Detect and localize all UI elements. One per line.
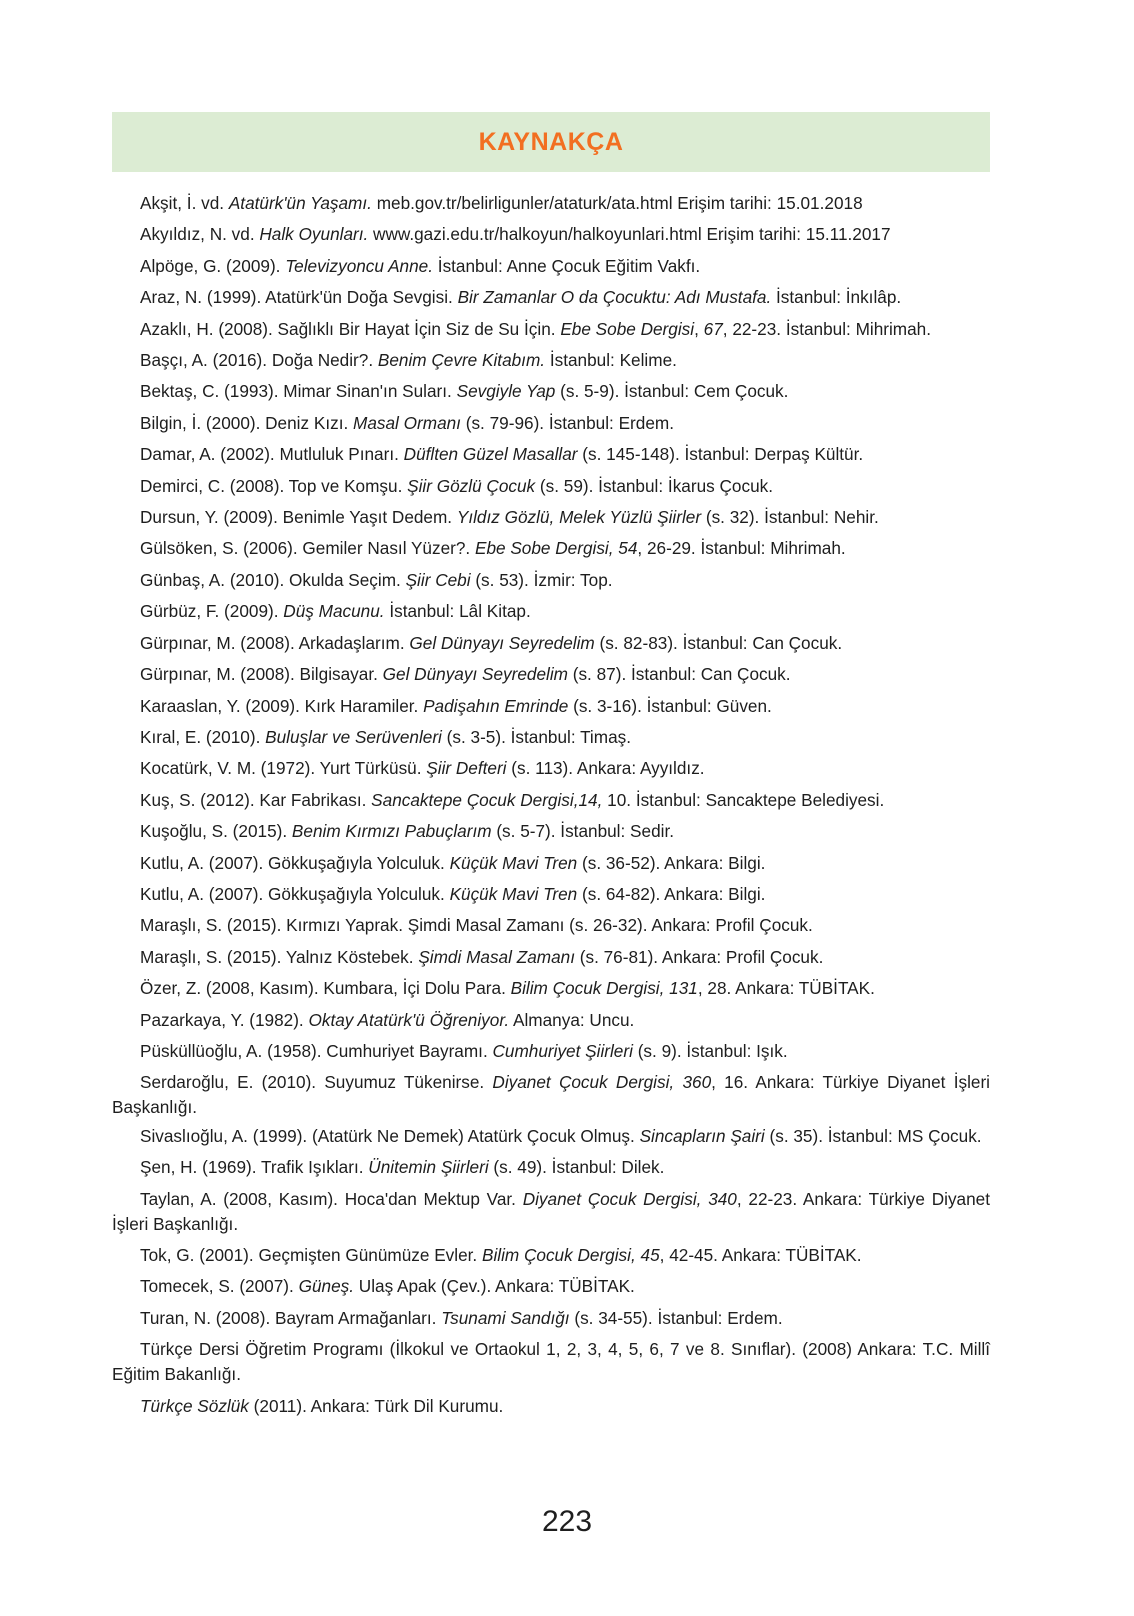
reference-text: Demirci, C. (2008). Top ve Komşu. <box>140 475 408 496</box>
reference-title: Benim Kırmızı Pabuçlarım <box>291 821 492 842</box>
reference-text: (s. 9). İstanbul: Işık. <box>632 1040 788 1061</box>
reference-entry <box>112 1271 990 1302</box>
reference-entry <box>112 1187 990 1237</box>
reference-entry <box>112 439 990 470</box>
reference-entry <box>112 1152 990 1183</box>
reference-text: 10. İstanbul: Sancaktepe Belediyesi. <box>602 789 885 810</box>
reference-entry <box>112 785 990 816</box>
reference-text: Püsküllüoğlu, A. (1958). Cumhuriyet Bayramı. <box>140 1040 493 1061</box>
reference-text: Karaaslan, Y. (2009). Kırk Haramiler. <box>140 695 424 716</box>
reference-text: (s. 79-96). İstanbul: Erdem. <box>460 412 674 433</box>
reference-text: , 42-45. Ankara: TÜBİTAK. <box>659 1244 862 1265</box>
reference-text: Kuşoğlu, S. (2015). <box>140 821 292 842</box>
reference-text: Gürpınar, M. (2008). Arkadaşlarım. <box>140 632 410 653</box>
page-title: KAYNAKÇA <box>478 127 624 156</box>
reference-text: , 22-23. Ankara: Türkiye Diyanet İşleri Başkanlığı. <box>112 1188 990 1234</box>
reference-title: Ünitemin Şiirleri <box>368 1157 489 1178</box>
reference-title: Sevgiyle Yap <box>456 381 556 402</box>
reference-entry <box>112 628 990 659</box>
reference-text: Alpöge, G. (2009). <box>140 255 286 276</box>
reference-text: (s. 145-148). İstanbul: Derpaş Kültür. <box>577 444 864 465</box>
reference-text: (s. 36-52). Ankara: Bilgi. <box>577 852 766 873</box>
reference-entry <box>112 1005 990 1036</box>
reference-text: (s. 64-82). Ankara: Bilgi. <box>577 883 766 904</box>
reference-entry <box>112 533 990 564</box>
reference-entry <box>112 314 990 345</box>
reference-title: Küçük Mavi Tren <box>449 883 578 904</box>
reference-text: Dursun, Y. (2009). Benimle Yaşıt Dedem. <box>140 507 457 528</box>
reference-text: (2011). Ankara: Türk Dil Kurumu. <box>248 1395 504 1416</box>
reference-entry <box>112 1070 990 1120</box>
reference-text: (s. 32). İstanbul: Nehir. <box>701 507 879 528</box>
reference-text: , <box>694 318 704 339</box>
page-number: 223 <box>541 1505 593 1538</box>
reference-title: Oktay Atatürk'ü Öğreniyor. <box>308 1009 510 1030</box>
reference-text: www.gazi.edu.tr/halkoyun/halkoyunlari.html Erişim tarihi: 15.11.2017 <box>368 224 891 245</box>
reference-text: İstanbul: İnkılâp. <box>771 287 902 308</box>
reference-title: Padişahın Emrinde <box>423 695 569 716</box>
reference-entry <box>112 848 990 879</box>
reference-text: (s. 34-55). İstanbul: Erdem. <box>569 1307 783 1328</box>
reference-entry <box>112 345 990 376</box>
reference-text: Günbaş, A. (2010). Okulda Seçim. <box>140 569 406 590</box>
reference-entry <box>112 1391 990 1422</box>
reference-text: Tomecek, S. (2007). <box>140 1276 299 1297</box>
reference-text: Damar, A. (2002). Mutluluk Pınarı. <box>140 444 404 465</box>
reference-entry <box>112 753 990 784</box>
reference-text: (s. 87). İstanbul: Can Çocuk. <box>567 664 791 685</box>
reference-text: Gürpınar, M. (2008). Bilgisayar. <box>140 664 383 685</box>
reference-text: (s. 82-83). İstanbul: Can Çocuk. <box>594 632 843 653</box>
reference-title: Cumhuriyet Şiirleri <box>492 1040 633 1061</box>
reference-text: Kuş, S. (2012). Kar Fabrikası. <box>140 789 372 810</box>
reference-entry <box>112 251 990 282</box>
reference-entry <box>112 1240 990 1271</box>
reference-text: Maraşlı, S. (2015). Kırmızı Yaprak. Şimdi Masal Zamanı (s. 26-32). Ankara: Profil Çocuk. <box>140 915 813 936</box>
reference-title: Düflten Güzel Masallar <box>403 444 578 465</box>
reference-title: Benim Çevre Kitabım. <box>377 350 546 371</box>
reference-title: Türkçe Sözlük <box>140 1395 249 1416</box>
reference-text: Gülsöken, S. (2006). Gemiler Nasıl Yüzer?. <box>140 538 475 559</box>
reference-title: Buluşlar ve Serüvenleri <box>265 726 442 747</box>
reference-text: (s. 59). İstanbul: İkarus Çocuk. <box>535 475 773 496</box>
reference-title: Bir Zamanlar O da Çocuktu: Adı Mustafa. <box>457 287 772 308</box>
reference-title: Şimdi Masal Zamanı <box>418 946 575 967</box>
reference-title: Diyanet Çocuk Dergisi, 360 <box>492 1072 712 1093</box>
reference-text: (s. 53). İzmir: Top. <box>470 569 613 590</box>
header-band <box>112 112 990 172</box>
reference-list <box>112 188 990 1422</box>
reference-entry <box>112 879 990 910</box>
reference-text: Tok, G. (2001). Geçmişten Günümüze Evler. <box>140 1244 482 1265</box>
reference-text: Serdaroğlu, E. (2010). Suyumuz Tükenirse. <box>140 1072 493 1093</box>
reference-text: Ulaş Apak (Çev.). Ankara: TÜBİTAK. <box>354 1276 635 1297</box>
reference-title: 67 <box>703 318 723 339</box>
reference-entry <box>112 973 990 1004</box>
reference-title: Sancaktepe Çocuk Dergisi,14, <box>371 789 603 810</box>
reference-title: Ebe Sobe Dergisi, 54 <box>474 538 638 559</box>
reference-text: İstanbul: Lâl Kitap. <box>384 601 531 622</box>
reference-entry <box>112 1124 990 1149</box>
reference-entry <box>112 502 990 533</box>
reference-entry <box>112 722 990 753</box>
reference-title: Gel Dünyayı Seyredelim <box>382 664 568 685</box>
reference-title: Şiir Gözlü Çocuk <box>407 475 536 496</box>
reference-text: (s. 49). İstanbul: Dilek. <box>488 1157 665 1178</box>
reference-text: , 16. Ankara: Türkiye Diyanet İşleri Başkanlığı. <box>112 1072 990 1118</box>
reference-text: , 26-29. İstanbul: Mihrimah. <box>637 538 846 559</box>
reference-title: Ebe Sobe Dergisi <box>560 318 695 339</box>
reference-title: Küçük Mavi Tren <box>449 852 578 873</box>
reference-entry <box>112 565 990 596</box>
reference-entry <box>112 1337 990 1387</box>
reference-text: Akyıldız, N. vd. <box>140 224 260 245</box>
reference-entry <box>112 816 990 847</box>
reference-text: Pazarkaya, Y. (1982). <box>140 1009 309 1030</box>
reference-entry <box>112 1303 990 1334</box>
reference-text: Özer, Z. (2008, Kasım). Kumbara, İçi Dolu Para. <box>140 978 511 999</box>
reference-text: Sivaslıoğlu, A. (1999). (Atatürk Ne Demek) Atatürk Çocuk Olmuş. <box>140 1125 640 1146</box>
reference-text: Türkçe Dersi Öğretim Programı (İlkokul ve Ortaokul 1, 2, 3, 4, 5, 6, 7 ve 8. Sınıflar). (2008) Ankara: T.C. Millî Eğitim Bakanlığı. <box>112 1339 990 1385</box>
reference-title: Gel Dünyayı Seyredelim <box>409 632 595 653</box>
reference-text: (s. 3-5). İstanbul: Timaş. <box>441 726 631 747</box>
reference-text: Başçı, A. (2016). Doğa Nedir?. <box>140 350 378 371</box>
reference-text: Akşit, İ. vd. <box>140 193 229 213</box>
reference-title: Bilim Çocuk Dergisi, 45 <box>481 1244 660 1265</box>
reference-entry <box>112 408 990 439</box>
reference-text: İstanbul: Anne Çocuk Eğitim Vakfı. <box>433 255 701 276</box>
reference-entry <box>112 188 990 219</box>
reference-text: İstanbul: Kelime. <box>545 350 677 371</box>
reference-entry <box>112 219 990 250</box>
reference-entry <box>112 376 990 407</box>
reference-entry <box>112 691 990 722</box>
reference-entry <box>112 910 990 941</box>
reference-text: Şen, H. (1969). Trafik Işıkları. <box>140 1157 369 1178</box>
reference-text: (s. 113). Ankara: Ayyıldız. <box>506 758 705 779</box>
reference-title: Sincapların Şairi <box>639 1125 765 1146</box>
reference-title: Atatürk'ün Yaşamı. <box>228 193 372 213</box>
reference-text: (s. 35). İstanbul: MS Çocuk. <box>764 1125 982 1146</box>
reference-text: , 22-23. İstanbul: Mihrimah. <box>722 318 932 339</box>
reference-title: Şiir Cebi <box>405 569 471 590</box>
reference-text: (s. 76-81). Ankara: Profil Çocuk. <box>574 946 824 967</box>
reference-title: Düş Macunu. <box>283 601 385 622</box>
reference-title: Bilim Çocuk Dergisi, 131 <box>510 978 698 999</box>
reference-entry <box>112 471 990 502</box>
reference-text: Kutlu, A. (2007). Gökkuşağıyla Yolculuk. <box>140 852 450 873</box>
reference-entry <box>112 942 990 973</box>
reference-text: meb.gov.tr/belirligunler/ataturk/ata.html Erişim tarihi: 15.01.2018 <box>371 193 863 213</box>
reference-text: (s. 5-7). İstanbul: Sedir. <box>491 821 675 842</box>
reference-text: (s. 5-9). İstanbul: Cem Çocuk. <box>555 381 789 402</box>
reference-text: Turan, N. (2008). Bayram Armağanları. <box>140 1307 442 1328</box>
reference-title: Güneş. <box>298 1276 354 1297</box>
reference-text: Bektaş, C. (1993). Mimar Sinan'ın Suları. <box>140 381 457 402</box>
reference-entry <box>112 659 990 690</box>
reference-text: Azaklı, H. (2008). Sağlıklı Bir Hayat İçin Siz de Su İçin. <box>140 318 561 339</box>
reference-title: Yıldız Gözlü, Melek Yüzlü Şiirler <box>456 507 702 528</box>
reference-title: Televizyoncu Anne. <box>285 255 434 276</box>
reference-title: Masal Ormanı <box>353 412 461 433</box>
reference-text: Maraşlı, S. (2015). Yalnız Köstebek. <box>140 946 419 967</box>
reference-title: Diyanet Çocuk Dergisi, 340 <box>522 1188 737 1209</box>
reference-entry <box>112 596 990 627</box>
reference-text: Kutlu, A. (2007). Gökkuşağıyla Yolculuk. <box>140 883 450 904</box>
reference-entry <box>112 282 990 313</box>
reference-text: Kıral, E. (2010). <box>140 726 266 747</box>
reference-text: Bilgin, İ. (2000). Deniz Kızı. <box>140 412 354 433</box>
reference-text: Gürbüz, F. (2009). <box>140 601 284 622</box>
reference-text: Araz, N. (1999). Atatürk'ün Doğa Sevgisi. <box>140 287 458 308</box>
reference-text: Almanya: Uncu. <box>509 1009 635 1030</box>
reference-title: Halk Oyunları. <box>259 224 369 245</box>
reference-title: Şiir Defteri <box>426 758 507 779</box>
reference-title: Tsunami Sandığı <box>441 1307 570 1328</box>
reference-entry <box>112 1036 990 1067</box>
reference-text: Kocatürk, V. M. (1972). Yurt Türküsü. <box>140 758 427 779</box>
reference-text: , 28. Ankara: TÜBİTAK. <box>697 978 875 999</box>
reference-text: (s. 3-16). İstanbul: Güven. <box>568 695 772 716</box>
reference-text: Taylan, A. (2008, Kasım). Hoca'dan Mektup Var. <box>140 1188 523 1209</box>
